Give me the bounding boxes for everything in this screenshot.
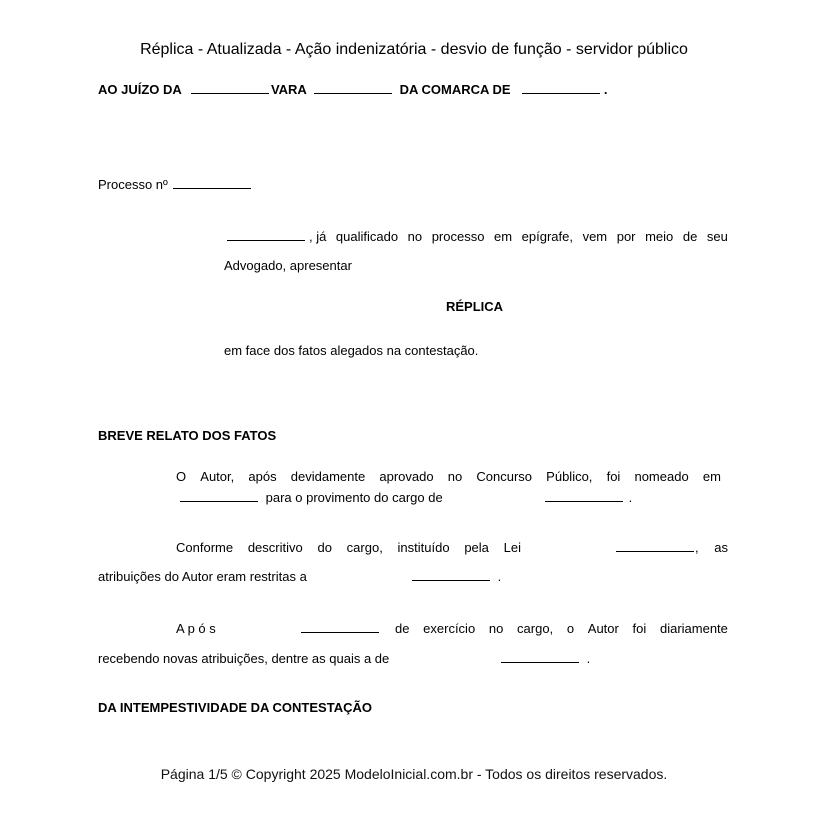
p3-line-2-end <box>501 651 590 666</box>
p1-word: no <box>447 469 463 484</box>
intro-word: seu <box>706 229 728 244</box>
p3-word: o <box>566 621 575 636</box>
intro-word: em <box>494 229 513 244</box>
p1-word: foi <box>606 469 621 484</box>
p1-line-1 <box>176 469 721 484</box>
page-footer: Página 1/5 © Copyright 2025 ModeloInicial.com.br - Todos os direitos reservados. <box>160 766 668 782</box>
p1-line-2 <box>180 490 443 505</box>
intro-line-1 <box>227 229 728 244</box>
replica-heading: RÉPLICA <box>446 299 504 314</box>
blank-field[interactable] <box>227 229 305 241</box>
p1-line-2-text: para o provimento do cargo de <box>265 490 443 505</box>
intro-word: qualificado <box>335 229 399 244</box>
p3-word: no <box>488 621 504 636</box>
blank-field[interactable] <box>545 490 623 502</box>
p3-word: cargo, <box>517 621 554 636</box>
p2-word: cargo, <box>346 540 383 555</box>
p3-word: de <box>395 621 410 636</box>
p2-word: Conforme <box>176 540 234 555</box>
p1-word: após <box>248 469 277 484</box>
intro-word: no <box>407 229 423 244</box>
p3-line-2: recebendo novas atribuições, dentre as quais a de <box>98 651 390 666</box>
section-heading-breve-relato: BREVE RELATO DOS FATOS <box>98 428 277 443</box>
document-title: Réplica - Atualizada - Ação indenizatória - desvio de função - servidor público <box>140 41 688 58</box>
blank-field[interactable] <box>180 490 258 502</box>
intro-word: vem <box>582 229 608 244</box>
blank-field[interactable] <box>522 82 600 94</box>
intro-word: de <box>682 229 698 244</box>
blank-field[interactable] <box>173 177 251 189</box>
p3-word: foi <box>632 621 647 636</box>
p2-word: instituído <box>397 540 450 555</box>
process-number <box>98 177 251 192</box>
p1-word: Concurso <box>476 469 533 484</box>
intro-word: meio <box>645 229 674 244</box>
p3-word: exercício <box>423 621 476 636</box>
p2-word: as <box>714 540 728 555</box>
blank-field[interactable] <box>616 540 694 552</box>
p1-end: . <box>628 490 633 505</box>
p3-word: Autor <box>587 621 619 636</box>
court-address <box>98 82 607 97</box>
p3-end: . <box>586 651 591 666</box>
p1-word: em <box>702 469 721 484</box>
p2-word: Lei <box>503 540 521 555</box>
p1-word: devidamente <box>290 469 366 484</box>
intro-word: por <box>616 229 636 244</box>
p1-word: Público, <box>546 469 593 484</box>
p2-line-2: atribuições do Autor eram restritas a <box>98 569 307 584</box>
section-heading-intempestividade: DA INTEMPESTIVIDADE DA CONTESTAÇÃO <box>98 700 372 715</box>
p2-line-2-end <box>412 569 501 584</box>
intro-word: epígrafe, <box>521 229 573 244</box>
p2-end: . <box>497 569 502 584</box>
address-part-3: DA COMARCA DE <box>399 82 511 97</box>
p2-line-1-end <box>616 540 728 555</box>
p3-blank <box>301 621 379 636</box>
p1-line-2-end <box>545 490 632 505</box>
p2-word: pela <box>464 540 489 555</box>
blank-field[interactable] <box>314 82 392 94</box>
p3-start: A p ó s <box>176 621 216 636</box>
blank-field[interactable] <box>412 569 490 581</box>
p1-word: Autor, <box>200 469 235 484</box>
p2-word: descritivo <box>247 540 303 555</box>
p3-word: diariamente <box>659 621 728 636</box>
p1-word: O <box>176 469 187 484</box>
p2-line-1 <box>176 540 521 555</box>
address-part-1: AO JUÍZO DA <box>98 82 182 97</box>
face-text: em face dos fatos alegados na contestação. <box>224 343 479 358</box>
intro-line-2: Advogado, apresentar <box>224 258 352 273</box>
blank-field[interactable] <box>301 621 379 633</box>
address-part-2: VARA <box>270 82 307 97</box>
p2-word: do <box>317 540 332 555</box>
p1-word: aprovado <box>379 469 434 484</box>
intro-word: , já <box>309 229 327 244</box>
p3-line-1 <box>395 621 728 636</box>
intro-word: processo <box>431 229 485 244</box>
address-end: . <box>603 82 608 97</box>
blank-field[interactable] <box>191 82 269 94</box>
p1-word: nomeado <box>634 469 689 484</box>
process-label: Processo nº <box>98 177 168 192</box>
blank-field[interactable] <box>501 651 579 663</box>
p2-comma: , <box>695 540 699 555</box>
